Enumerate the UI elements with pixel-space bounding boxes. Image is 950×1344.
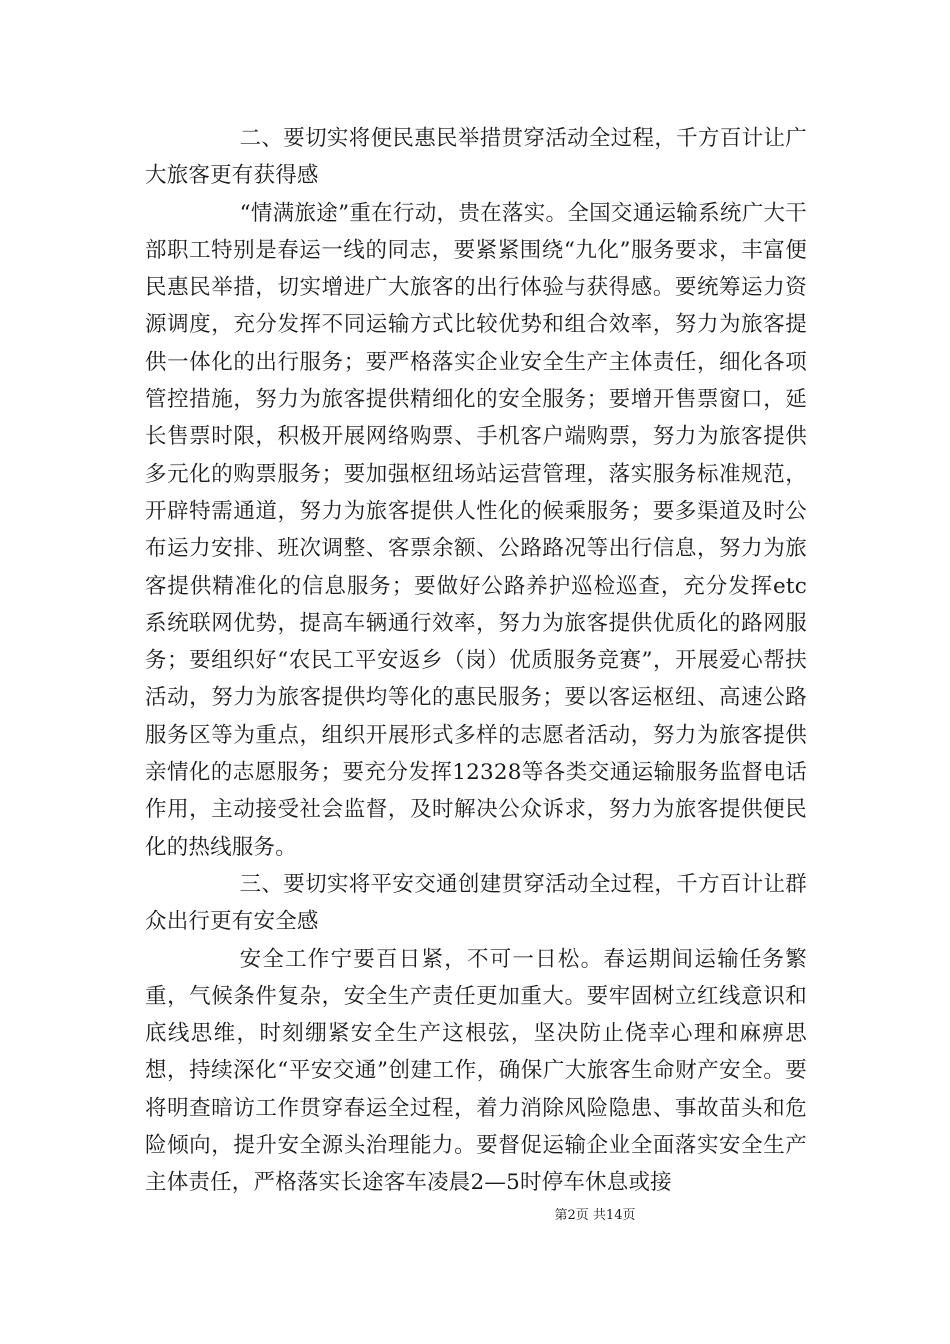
document-page — [145, 120, 807, 1202]
page-number: 第2页 共14页 — [554, 1208, 636, 1223]
section-heading-three: 三、要切实将平安交通创建贯穿活动全过程，千方百计让群众出行更有安全感 — [145, 871, 807, 935]
body-paragraph: 安全工作宁要百日紧，不可一日松。春运期间运输任务繁重，气候条件复杂，安全生产责任更加重大。要牢固树立红线意识和底线思维，时刻绷紧安全生产这根弦，坚决防止侥幸心理和麻痹思想，持续深化“平安交通”创建工作，确保广大旅客生命财产安全。要将明查暗访工作贯穿春运全过程，着力消除风险隐患、事故苗头和危险倾向，提升安全源头治理能力。要督促运输企业全面落实安全生产主体责任，严格落实长途客车凌晨2—5时停车休息或接 — [145, 946, 807, 1196]
body-paragraph: “情满旅途”重在行动，贵在落实。全国交通运输系统广大干部职工特别是春运一线的同志，要紧紧围绕“九化”服务要求，丰富便民惠民举措，切实增进广大旅客的出行体验与获得感。要统筹运力资源调度，充分发挥不同运输方式比较优势和组合效率，努力为旅客提供一体化的出行服务；要严格落实企业安全生产主体责任，细化各项管控措施，努力为旅客提供精细化的安全服务；要增开售票窗口，延长售票时限，积极开展网络购票、手机客户端购票，努力为旅客提供多元化的购票服务；要加强枢纽场站运营管理，落实服务标准规范，开辟特需通道，努力为旅客提供人性化的候乘服务；要多渠道及时公布运力安排、班次调整、客票余额、公路路况等出行信息，努力为旅客提供精准化的信息服务；要做好公路养护巡检巡查，充分发挥etc系统联网优势，提高车辆通行效率，努力为旅客提供优质化的路网服务；要组织好“农民工平安返乡（岗）优质服务竞赛”，开展爱心帮扶活动，努力为旅客提供均等化的惠民服务；要以客运枢纽、高速公路服务区等为重点，组织开展形式多样的志愿者活动，努力为旅客提供亲情化的志愿服务；要充分发挥12328等各类交通运输服务监督电话作用，主动接受社会监督，及时解决公众诉求，努力为旅客提供便民化的热线服务。 — [145, 200, 807, 860]
section-heading-two: 二、要切实将便民惠民举措贯穿活动全过程，千方百计让广大旅客更有获得感 — [145, 126, 807, 189]
page-footer — [0, 1204, 950, 1223]
